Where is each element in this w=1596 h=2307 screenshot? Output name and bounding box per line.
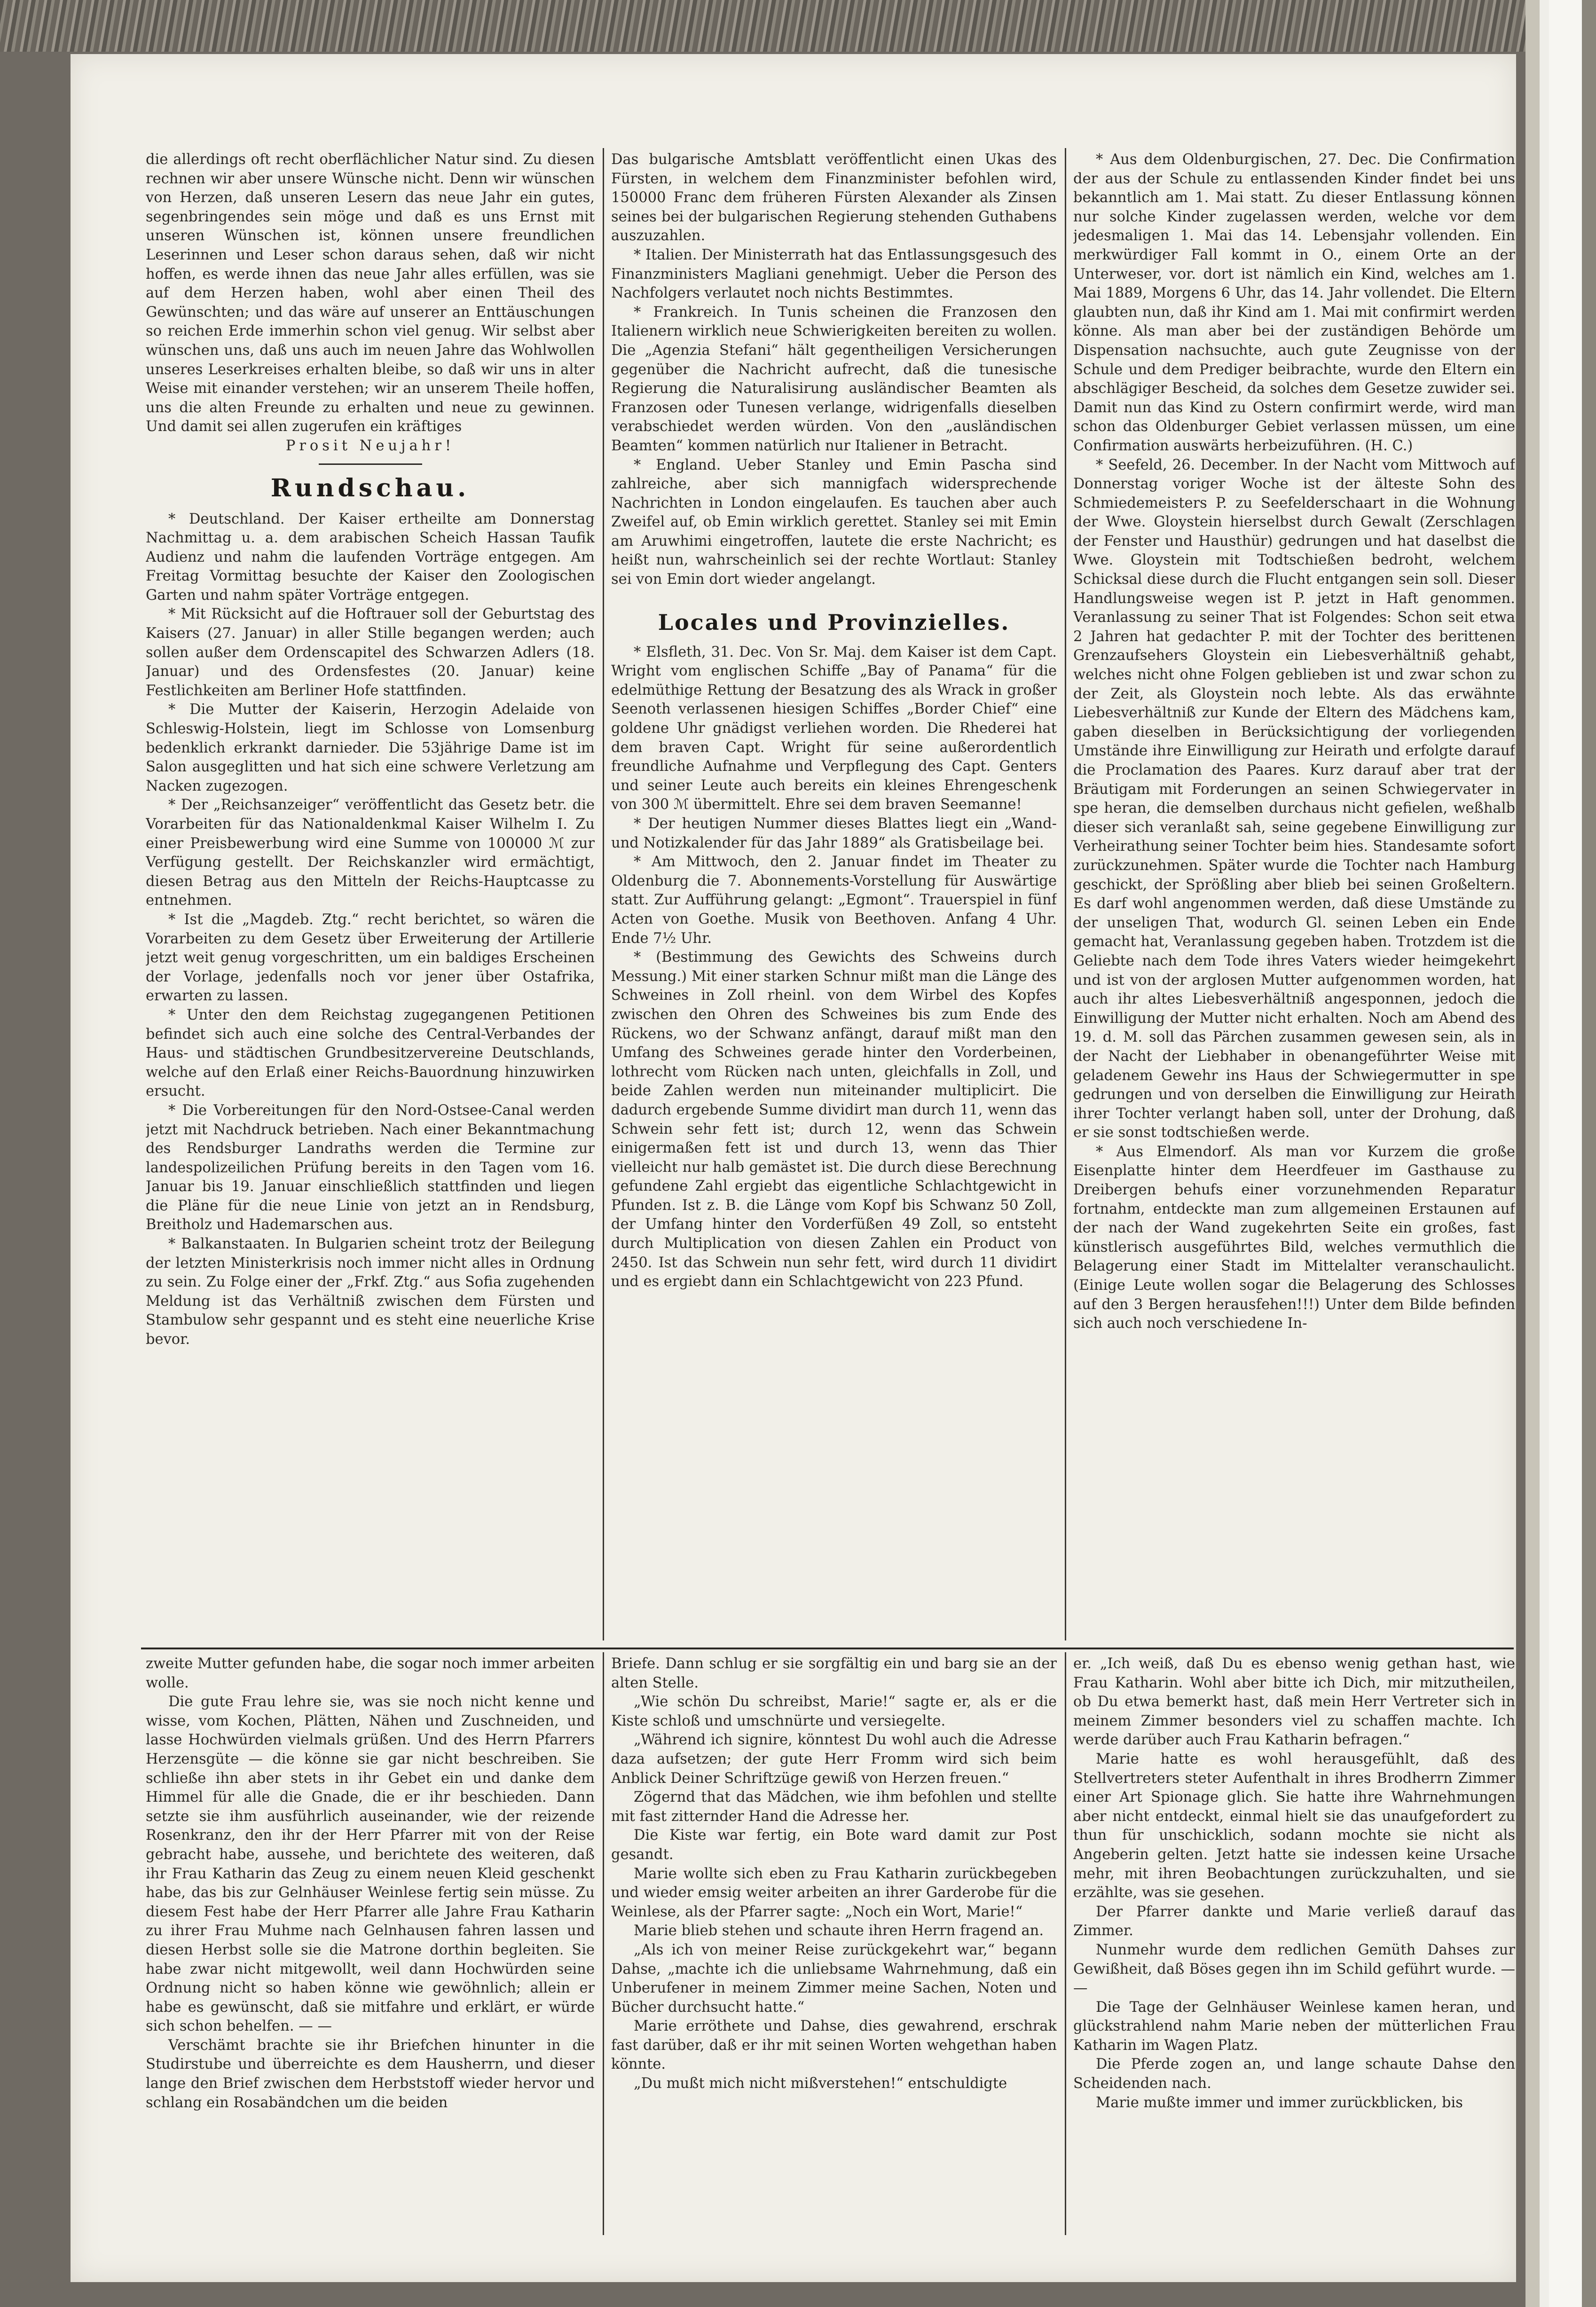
feuilleton-column-2: [611, 1655, 1057, 2233]
news-item: * Unter den dem Reichstag zugegangenen Petitionen befindet sich auch eine solche des Central-Verbandes der Haus- und städtischen Grundbesitzervereine Deutschlands, welche auf den Erlaß einer Reichs-Bauordnung hinzuwirken ersucht.: [146, 1006, 595, 1100]
story-paragraph: Die Tage der Gelnhäuser Weinlese kamen heran, und glückstrahlend nahm Marie neben der mütterlichen Frau Katharin im Wagen Platz.: [1073, 1999, 1515, 2054]
news-item: * England. Ueber Stanley und Emin Pascha sind zahlreiche, aber sich mannigfach widersprechende Nachrichten in London eingelaufen. Es tauchen aber auch Zweifel auf, ob Emin wirklich gerettet. Stanley sei mit Emin am Aruwhimi eingetroffen, lautete die erste Nachricht; es heißt nun, wahrscheinlich sei der rechte Wortlaut: Stanley sei von Emin dort wieder angelangt.: [611, 456, 1057, 588]
news-item: * Der „Reichsanzeiger“ veröffentlicht das Gesetz betr. die Vorarbeiten für das Nationaldenkmal Kaiser Wilhelm I. Zu einer Preisbewerbung wird eine Summe von 100000 ℳ zur Verfügung gestellt. Der Reichskanzler wird ermächtigt, diesen Betrag aus den Mitteln der Reichs-Hauptcasse zu entnehmen.: [146, 797, 595, 909]
section-heading-locales: Locales und Provinzielles.: [658, 609, 1010, 635]
feuilleton-column-3: [1073, 1655, 1515, 2233]
story-paragraph: Marie erröthete und Dahse, dies gewahrend, erschrak fast darüber, daß er ihr mit seinen Worten wehgethan haben könnte.: [611, 2018, 1057, 2073]
local-news-item: * Der heutigen Nummer dieses Blattes liegt ein „Wand- und Notizkalender für das Jahr 1889“ als Gratisbeilage bei.: [611, 816, 1057, 851]
scan-border-top: [0, 0, 1596, 52]
news-item: * Balkanstaaten. In Bulgarien scheint trotz der Beilegung der letzten Ministerkrisis noch immer nicht alles in Ordnung zu sein. Zu Folge einer der „Frkf. Ztg.“ aus Sofia zugehenden Meldung ist das Verhältniß zwischen dem Fürsten und Stambulow sehr gespannt und es steht eine neuerliche Krise bevor.: [146, 1236, 595, 1348]
news-item: * Ist die „Magdeb. Ztg.“ recht berichtet, so wären die Vorarbeiten zu dem Gesetz über Erweiterung der Artillerie jetzt weit genug vorgeschritten, um ein baldiges Erscheinen der Vorlage, jedenfalls noch vor jener über Ostafrika, erwarten zu lassen.: [146, 911, 595, 1004]
feuilleton-column-1: [146, 1655, 595, 2233]
local-news-item: * Am Mittwoch, den 2. Januar findet im Theater zu Oldenburg die 7. Abonnements-Vorstellung für Auswärtige statt. Zur Aufführung gelangt: „Egmont“. Trauerspiel in fünf Acten von Goethe. Musik von Beethoven. Anfang 4 Uhr. Ende 7½ Uhr.: [611, 854, 1057, 947]
column-rule-2: [1065, 148, 1066, 1640]
news-item: * Frankreich. In Tunis scheinen die Franzosen den Italienern wirklich neue Schwierigkeiten bereiten zu wollen. Die „Agenzia Stefani“ hält gegentheiligen Versicherungen gegenüber die Nachricht aufrecht, daß die tunesische Regierung die Naturalisirung ausländischer Beamten als Franzosen oder Tunesen verlange, widrigenfalls dieselben verabschiedet werden würden. Von den „ausländischen Beamten“ kommen natürlich nur Italiener in Betracht.: [611, 304, 1057, 454]
news-item: * Italien. Der Ministerrath hat das Entlassungsgesuch des Finanzministers Magliani genehmigt. Ueber die Person des Nachfolgers verlautet noch nichts Bestimmtes.: [611, 246, 1057, 302]
news-item: * Die Vorbereitungen für den Nord-Ostsee-Canal werden jetzt mit Nachdruck betrieben. Nach einer Bekanntmachung des Rendsburger Landraths werden die Termine zur landespolizeilichen Prüfung bereits in den Tagen vom 16. Januar bis 19. Januar einschließlich stattfinden und liegen die Pläne für die neue Linie von jetzt an in Rendsburg, Breitholz und Hademarschen aus.: [146, 1102, 595, 1233]
news-item: * Die Mutter der Kaiserin, Herzogin Adelaide von Schleswig-Holstein, liegt im Schlosse von Lomsenburg bedenklich erkrankt darnieder. Die 53jährige Dame ist im Salon ausgeglitten und hat sich eine schwere Verletzung am Nacken zugezogen.: [146, 701, 595, 794]
story-paragraph: Die Kiste war fertig, ein Bote ward damit zur Post gesandt.: [611, 1827, 1057, 1863]
story-paragraph: Die Pferde zogen an, und lange schaute Dahse den Scheidenden nach.: [1073, 2056, 1515, 2092]
scan-border-right: [1525, 0, 1596, 2307]
story-paragraph: zweite Mutter gefunden habe, die sogar noch immer arbeiten wolle.: [146, 1656, 595, 1691]
local-news-item: * Seefeld, 26. December. In der Nacht vom Mittwoch auf Donnerstag voriger Woche ist der älteste Sohn des Schmiedemeisters P. zu Seefelderschaart in die Wohnung der Wwe. Gloystein hierselbst durch Gewalt (Zerschlagen der Fenster und Hausthür) gedrungen und hat daselbst die Wwe. Gloystein mit Todtschießen bedroht, welchem Schicksal diese durch die Flucht entgangen sein soll. Dieser Handlungsweise wegen ist P. jetzt in Haft genommen. Veranlassung zu seiner That ist Folgendes: Schon seit etwa 2 Jahren hat gedachter P. mit der Tochter des berittenen Grenzaufsehers Gloystein ein Liebesverhältniß gehabt, welches nicht ohne Folgen geblieben ist und zwar schon zu der Zeit, als Gloystein noch lebte. Als das erwähnte Liebesverhältniß zur Kunde der Eltern des Mädchens kam, gaben dieselben in Berücksichtigung der vorliegenden Umstände ihre Einwilligung zur Heirath und erfolgte darauf die Proclamation des Paares. Kurz darauf aber trat der Bräutigam mit Forderungen an seinen Schwiegervater in spe heran, die demselben durchaus nicht gefielen, weßhalb dieser sich veranlaßt sah, seine gegebene Einwilligung zur Verheirathung seiner Tochter beim hies. Standesamte sofort zurückzunehmen. Später wurde die Tochter nach Hamburg geschickt, der Sprößling aber blieb bei seinen Großeltern. Es darf wohl angenommen werden, daß diese Umstände zu der unseligen That, wodurch Gl. seinen Leben ein Ende gemacht hat, Veranlassung gegeben haben. Trotzdem ist die Geliebte nach dem Tode ihres Vaters wieder heimgekehrt und ist von der arglosen Mutter aufgenommen worden, hat auch ihr altes Liebesverhältniß angesponnen, jedoch die Einwilligung der Mutter nicht erhalten. Noch am Abend des 19. d. M. soll das Pärchen zusammen gewesen sein, als in der Nacht der Liebhaber in obenangeführter Weise mit geladenem Gewehr ins Haus der Schwiegermutter in spe gedrungen und von derselben die Einwilligung zur Heirath ihrer Tochter verlangt haben soll, unter der Drohung, daß er sie sonst todtschießen werde.: [1073, 456, 1515, 1141]
feuilleton-rule-2: [1065, 1652, 1066, 2235]
story-paragraph: Marie mußte immer und immer zurückblicken, bis: [1096, 2094, 1463, 2111]
story-paragraph: Briefe. Dann schlug er sie sorgfältig ein und barg sie an der alten Stelle.: [611, 1656, 1057, 1691]
story-paragraph: „Als ich von meiner Reise zurückgekehrt war,“ begann Dahse, „machte ich die unliebsame Wahrnehmung, daß ein Unberufener in meinem Zimmer meine Sachen, Noten und Bücher durchsucht hatte.“: [611, 1941, 1057, 2016]
section-heading-rundschau: Rundschau.: [270, 473, 470, 502]
story-paragraph: Marie hatte es wohl herausgefühlt, daß des Stellvertreters steter Aufenthalt in ihres Brodherrn Zimmer einer Art Spionage glich. Sie hatte ihre Wahrnehmungen aber nicht entdeckt, einmal hielt sie das unaufgefordert zu thun für unschicklich, sodann mochte sie nicht als Angeberin gelten. Jetzt hatte sie indessen keine Ursache mehr, mit ihren Beobachtungen zurückzuhalten, und sie erzählte, was sie gesehen.: [1073, 1750, 1515, 1901]
column-middle: [611, 150, 1057, 1640]
new-year-text: die allerdings oft recht oberflächlicher Natur sind. Zu diesen rechnen wir aber unsere Wünsche nicht. Denn wir wünschen von Herzen, daß unseren Lesern das neue Jahr ein gutes, segenbringendes sein möge und daß es uns Ernst mit unseren Wünschen ist, können unsere freundlichen Leserinnen und Leser schon daraus sehen, daß wir nicht hoffen, es werde ihnen das neue Jahr alles erfüllen, was sie auf dem Herzen haben, wohl aber einen Theil des Gewünschten; und das wäre auf unserer an Enttäuschungen so reichen Erde immerhin schon viel genug. Wir selbst aber wünschen uns, daß uns auch im neuen Jahre das Wohlwollen unseres Leserkreises erhalten bleibe, so daß wir uns in alter Weise mit einander verstehen; wir an unserem Theile hoffen, uns die alten Freunde zu erhalten und neue zu gewinnen. Und damit sei allen zugerufen ein kräftiges: [146, 151, 595, 435]
story-paragraph: Die gute Frau lehre sie, was sie noch nicht kenne und wisse, vom Kochen, Plätten, Nähen und Zuschneiden, und lasse Hochwürden vielmals grüßen. Und des Herrn Pfarrers Herzensgüte — die könne sie gar nicht beschreiben. Sie schließe ihn aber stets in ihr Gebet ein und danke dem Himmel für alle die Gnade, die er ihr beschieden. Dann setzte sie ihm ausführlich auseinander, wie der reizende Rosenkranz, den ihr der Herr Pfarrer mit von der Reise gebracht habe, aussehe, und berichtete des weiteren, daß ihr Frau Katharin das Zeug zu einem neuen Kleid geschenkt habe, das bis zur Gelnhäuser Weinlese fertig sein müsse. Zu diesem Fest habe der Herr Pfarrer alle Jahre Frau Katharin zu ihrer Frau Muhme nach Gelnhausen fahren lassen und diesen Herbst solle sie die Matrone dorthin begleiten. Sie habe zwar nicht mitgewollt, weil dann Hochwürden seine Ordnung nicht so haben könne wie gewöhnlich; allein er habe es gewünscht, daß sie mitfahre und erklärt, er würde sich schon behelfen. — —: [146, 1694, 595, 2035]
feuilleton-rule-1: [603, 1652, 604, 2235]
story-paragraph: „Während ich signire, könntest Du wohl auch die Adresse daza aufsetzen; der gute Herr Fromm wird sich beim Anblick Deiner Schriftzüge gewiß von Herzen freuen.“: [611, 1732, 1057, 1787]
new-year-toast: Prosit Neujahr!: [285, 437, 455, 454]
news-item: * Mit Rücksicht auf die Hoftrauer soll der Geburtstag des Kaisers (27. Januar) in aller Stille begangen werden; auch sollen außer dem Ordenscapitel des Schwarzen Adlers (18. Januar) und des Ordensfestes (20. Januar) keine Festlichkeiten am Berliner Hofe stattfinden.: [146, 606, 595, 699]
news-item: Das bulgarische Amtsblatt veröffentlicht einen Ukas des Fürsten, in welchem dem Finanzminister befohlen wird, 150000 Franc dem früheren Fürsten Alexander als Zinsen seines bei der bulgarischen Regierung stehenden Guthabens auszuzahlen.: [611, 151, 1057, 244]
newspaper-page: [71, 54, 1516, 2282]
column-left: [146, 150, 595, 1640]
story-paragraph: Verschämt brachte sie ihr Briefchen hinunter in die Studirstube und überreichte es dem Hausherrn, und dieser lange den Brief zwischen dem Herbststoff wieder hervor und schlang ein Rosabändchen um die beiden: [146, 2037, 595, 2111]
story-paragraph: Der Pfarrer dankte und Marie verließ darauf das Zimmer.: [1073, 1903, 1515, 1939]
story-paragraph: Zögernd that das Mädchen, wie ihm befohlen und stellte mit fast zitternder Hand die Adresse her.: [611, 1789, 1057, 1825]
feuilleton-separator: [141, 1648, 1514, 1649]
short-rule: [319, 463, 422, 465]
local-news-item: * Elsfleth, 31. Dec. Von Sr. Maj. dem Kaiser ist dem Capt. Wright vom englischen Schiffe „Bay of Panama“ für die edelmüthige Rettung der Besatzung des als Wrack in großer Seenoth verlassenen hiesigen Schiffes „Border Chief“ eine goldene Uhr gnädigst verliehen worden. Die Rhederei hat dem braven Capt. Wright für seine außerordentlich freundliche Aufnahme und Verpflegung des Capt. Genters und seiner Leute auch bereits ein kleines Ehrengeschenk von 300 ℳ übermittelt. Ehre sei dem braven Seemanne!: [611, 643, 1057, 813]
story-paragraph: Marie wollte sich eben zu Frau Katharin zurückbegeben und wieder emsig weiter arbeiten an ihrer Garderobe für die Weinlese, als der Pfarrer sagte: „Noch ein Wort, Marie!“: [611, 1865, 1057, 1920]
story-paragraph: er. „Ich weiß, daß Du es ebenso wenig gethan hast, wie Frau Katharin. Wohl aber bitte ich Dich, mir mitzutheilen, ob Du etwa bemerkt hast, daß mein Herr Vertreter sich in meinem Zimmer besonders viel zu schaffen machte. Ich werde darüber auch Frau Katharin befragen.“: [1073, 1656, 1515, 1749]
story-paragraph: Nunmehr wurde dem redlichen Gemüth Dahses zur Gewißheit, daß Böses gegen ihn im Schild geführt wurde. — —: [1073, 1941, 1515, 1997]
local-news-item: * Aus dem Oldenburgischen, 27. Dec. Die Confirmation der aus der Schule zu entlassenden Kinder findet bei uns bekanntlich am 1. Mai statt. Zu dieser Entlassung können nur solche Kinder zugelassen werden, welche vor dem jedesmaligen 1. Mai das 14. Lebensjahr vollenden. Ein merkwürdiger Fall kommt in O., einem Orte an der Unterweser, vor. dort ist nämlich ein Kind, welches am 1. Mai 1889, Morgens 6 Uhr, das 14. Jahr vollendet. Die Eltern glaubten nun, daß ihr Kind am 1. Mai mit confirmirt werden könne. Als man aber bei der zuständigen Behörde um Dispensation nachsuchte, auch gute Zeugnisse von der Schule und dem Prediger beibrachte, wurde den Eltern ein abschlägiger Bescheid, da solches dem Gesetze zuwider sei. Damit nun das Kind zu Ostern confirmirt werde, wird man schon das Oldenburger Gebiet verlassen müssen, um eine Confirmation auswärts herbeizuführen. (H. C.): [1073, 151, 1515, 454]
story-paragraph: „Du mußt mich nicht mißverstehen!“ entschuldigte: [634, 2075, 1007, 2092]
story-paragraph: Marie blieb stehen und schaute ihren Herrn fragend an.: [634, 1922, 1044, 1939]
column-rule-1: [603, 148, 604, 1640]
news-item: * Deutschland. Der Kaiser ertheilte am Donnerstag Nachmittag u. a. dem arabischen Scheich Hassan Taufik Audienz und nahm die laufenden Vorträge entgegen. Am Freitag Vormittag besuchte der Kaiser den Zoologischen Garten und nahm später Vorträge entgegen.: [146, 510, 595, 604]
column-right: [1073, 150, 1515, 1640]
story-paragraph: „Wie schön Du schreibst, Marie!“ sagte er, als er die Kiste schloß und umschnürte und versiegelte.: [611, 1694, 1057, 1729]
local-news-item: * Aus Elmendorf. Als man vor Kurzem die große Eisenplatte hinter dem Heerdfeuer im Gasthause zu Dreibergen behufs einer vorzunehmenden Reparatur fortnahm, entdeckte man zum allgemeinen Erstaunen auf der nach der Wand zugekehrten Seite ein großes, fast künstlerisch ausgeführtes Bild, welches vermuthlich die Belagerung einer Stadt im Mittelalter veranschaulicht. (Einige Leute wollen sogar die Belagerung des Schlosses auf den 3 Bergen herausfehen!!!) Unter dem Bilde befinden sich auch noch verschiedene In-: [1073, 1143, 1515, 1332]
local-news-item: * (Bestimmung des Gewichts des Schweins durch Messung.) Mit einer starken Schnur mißt man die Länge des Schweines in Zoll rheinl. von dem Wirbel des Kopfes zwischen den Ohren des Schweines bis zum Ende des Rückens, wo der Schwanz anfängt, darauf mißt man den Umfang des Schweines gerade hinter den Vorderbeinen, lothrecht vom Rücken nach unten, gleichfalls in Zoll, und beide Zahlen werden nun miteinander multiplicirt. Die dadurch ergebende Summe dividirt man durch 11, wenn das Schwein sehr fett ist; durch 12, wenn das Schwein einigermaßen fett ist und durch 13, wenn das Thier vielleicht nur halb gemästet ist. Die durch diese Berechnung gefundene Zahl ergiebt das eigentliche Schlachtgewicht in Pfunden. Ist z. B. die Länge vom Kopf bis Schwanz 50 Zoll, der Umfang hinter den Vorderfüßen 49 Zoll, so entsteht durch Multiplication von diesen Zahlen ein Product von 2450. Ist das Schwein nun sehr fett, wird durch 11 dividirt und es ergiebt dann ein Schlachtgewicht von 223 Pfund.: [611, 949, 1057, 1290]
